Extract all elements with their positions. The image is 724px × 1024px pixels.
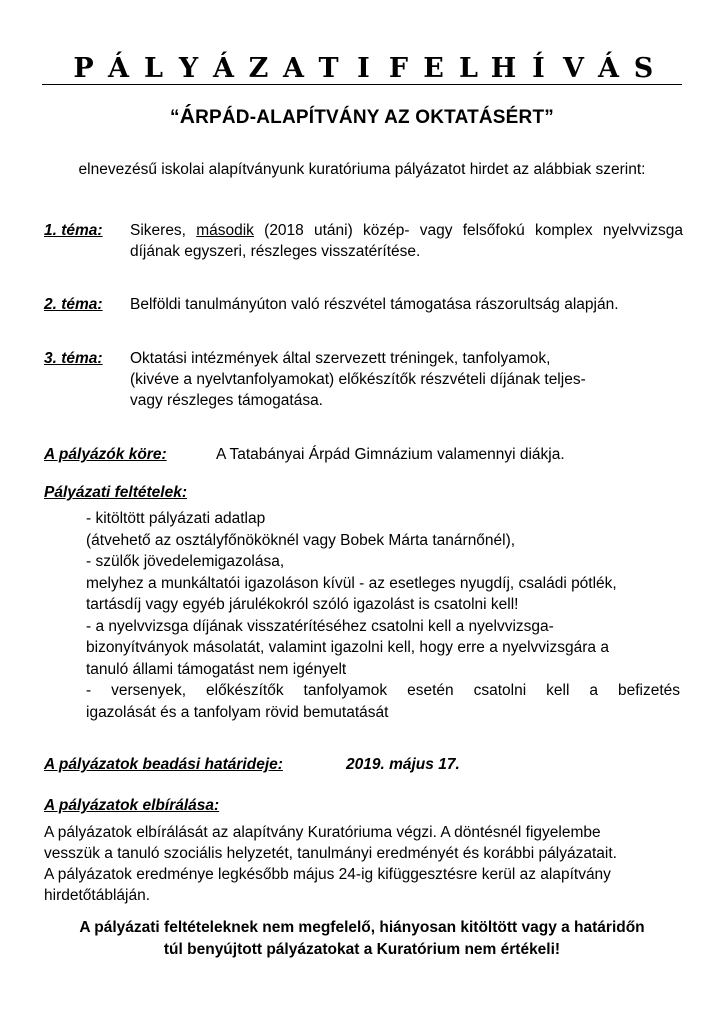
title-letter: Y (178, 52, 199, 84)
evaluation-line: vesszük a tanuló szociális helyzetét, tanulmányi eredményét és korábbi pályázatait. (44, 845, 617, 862)
title-letter: I (357, 52, 370, 84)
title-letter: Á (108, 52, 129, 84)
topic-text (130, 220, 683, 262)
evaluation-heading: A pályázatok elbírálása: (44, 797, 220, 814)
title-word-1 (66, 53, 381, 84)
foundation-name: RPÁD-ALAPÍTVÁNY AZ OKTATÁSÉRT (195, 107, 545, 128)
topic-text-line: (kivéve a nyelvtanfolyamokat) előkészítők részvételi díjának teljes- (130, 371, 586, 388)
deadline-label: A pályázatok beadási határideje: (44, 756, 283, 773)
title-letter: P (73, 52, 94, 84)
deadline-row (44, 756, 460, 774)
title-letter: S (633, 52, 654, 84)
final-notice (0, 917, 724, 961)
topic-text: Belföldi tanulmányúton való részvétel támogatása rászorultság alapján. (130, 296, 619, 313)
initial-letter: Á (179, 105, 196, 128)
applicants-value: A Tatabányai Árpád Gimnázium valamennyi diákja. (216, 446, 565, 463)
topic-text (130, 348, 683, 411)
condition-line: - szülők jövedelemigazolása, (86, 553, 285, 570)
intro-text: elnevezésű iskolai alapítványunk kuratóriuma pályázatot hirdet az alábbiak szerint: (78, 161, 646, 178)
topic-2 (44, 294, 684, 316)
evaluation-line: hirdetőtábláján. (44, 887, 150, 904)
title-letter: Á (598, 52, 619, 84)
evaluation-line: A pályázatok eredménye legkésőbb május 24-ig kifüggesztésre kerül az alapítvány (44, 866, 611, 883)
title-letter: L (459, 52, 478, 84)
applicants-label: A pályázók köre: (44, 446, 167, 463)
title-letter: A (283, 52, 304, 84)
page-title (66, 52, 654, 84)
condition-line: (átvehető az osztályfőnököknél vagy Bobek Márta tanárnőnél), (86, 531, 516, 549)
topic-label: 1. téma: (44, 222, 103, 239)
conditions-heading: Pályázati feltételek: (44, 484, 188, 501)
condition-line: bizonyítványok másolatát, valamint igazolni kell, hogy erre a nyelvvizsgára a (86, 639, 609, 656)
condition-line: - a nyelvvizsga díjának visszatérítéséhez csatolni kell a nyelvvizsga- (86, 617, 554, 635)
conditions-list (86, 508, 680, 723)
title-underline-divider (42, 84, 682, 85)
topic-1 (44, 220, 684, 264)
condition-line: - versenyek, előkészítők tanfolyamok esetén csatolni kell a befizetés (86, 682, 680, 699)
condition-line: - kitöltött pályázati adatlap (86, 510, 266, 527)
condition-line: igazolását és a tanfolyam rövid bemutatását (86, 703, 389, 721)
title-letter: L (144, 52, 163, 84)
title-letter: F (388, 52, 409, 84)
final-notice-line: A pályázati feltételeknek nem megfelelő, hiányosan kitöltött vagy a határidőn (79, 919, 645, 936)
topic-text-part: Sikeres, (130, 222, 197, 239)
condition-line: melyhez a munkáltatói igazoláson kívül - az esetleges nyugdíj, családi pótlék, (86, 574, 617, 592)
title-letter: Í (532, 52, 545, 84)
title-letter: V (563, 52, 584, 84)
topic-text-line: Oktatási intézmények által szervezett tréningek, tanfolyamok, (130, 350, 551, 367)
evaluation-line: A pályázatok elbírálását az alapítvány Kuratóriuma végzi. A döntésnél figyelembe (44, 824, 601, 841)
topic-text-emphasis: második (196, 222, 254, 239)
title-letter: E (423, 52, 444, 84)
condition-line: tanuló állami támogatást nem igényelt (86, 660, 347, 678)
final-notice-line: túl benyújtott pályázatokat a Kuratórium nem értékeli! (163, 941, 561, 958)
title-letter: Z (248, 52, 269, 84)
topic-text-line: vagy részleges támogatása. (130, 392, 323, 409)
title-letter: T (318, 52, 339, 84)
topic-label: 3. téma: (44, 350, 103, 367)
title-word-2 (381, 53, 661, 84)
topic-text-part: (2018 utáni) közép- vagy felsőfokú komplex nyelvvizsga díjának egyszeri, részleges visszatérítése. (130, 222, 683, 260)
foundation-name-heading (0, 105, 724, 129)
applicants-row (44, 446, 565, 464)
topic-3 (44, 348, 684, 412)
deadline-date: 2019. május 17. (346, 756, 460, 773)
close-quote: ” (544, 107, 554, 128)
title-letter: H (490, 52, 517, 84)
title-letter: Á (213, 52, 234, 84)
open-quote: “ (170, 107, 180, 128)
topic-label: 2. téma: (44, 296, 103, 313)
evaluation-text (44, 822, 684, 906)
condition-line: tartásdíj vagy egyéb járulékokról szóló igazolást is csatolni kell! (86, 596, 519, 613)
